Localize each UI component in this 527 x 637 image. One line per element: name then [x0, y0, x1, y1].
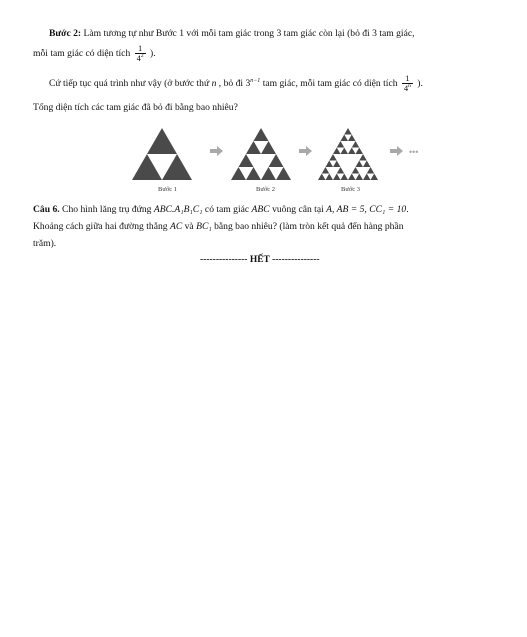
step2-line1: Bước 2: Làm tương tự như Bước 1 với mỗi tam giác trong 3 tam giác còn lại (bỏ đi 3 tam giác, — [49, 28, 415, 39]
continue-line2: Tổng diện tích các tam giác đã bỏ đi bằng bao nhiêu? — [33, 102, 238, 113]
fraction-1-over-4-squared: $\frac{1}{4^2}$ — [136, 43, 144, 64]
step1-triangle — [132, 128, 192, 180]
arrow-icon — [390, 146, 403, 156]
caption-step3: Bước 3 — [341, 186, 361, 193]
step2-line2: mỗi tam giác có diện tích $\frac{1}{4^2}$ ). — [33, 43, 156, 64]
step2-label: Bước 2: — [49, 28, 82, 39]
caption-step2: Bước 2 — [256, 186, 276, 193]
step3-triangle — [318, 128, 378, 180]
q6-line2: Khoảng cách giữa hai đường thẳng AC và BC₁ bằng bao nhiêu? (làm tròn kết quả đến hàng phần — [33, 221, 404, 232]
q6-line3: trăm). — [33, 238, 57, 249]
ellipsis-dots: ••• — [409, 147, 419, 157]
fraction-1-over-4-pow-n: $\frac{1}{4^n}$ — [403, 73, 411, 94]
caption-step1: Bước 1 — [158, 186, 178, 193]
q6-label: Câu 6. — [33, 204, 60, 215]
step2-triangle — [231, 128, 291, 180]
continue-line1: Cứ tiếp tục quá trình như vậy (ở bước thứ n , bỏ đi $3^{n-1}$ tam giác, mỗi tam giác có diện tích $\frac{1}{4^n}$ ). — [49, 73, 423, 94]
arrow-icon — [210, 146, 223, 156]
sierpinski-figure — [130, 124, 430, 186]
q6-line1: Câu 6. Cho hình lăng trụ đứng ABC.A₁B₁C₁ có tam giác ABC vuông cân tại A, AB = 5, CC₁ = 10. — [33, 204, 409, 215]
end-marker: --------------- HẾT --------------- — [200, 255, 320, 265]
arrow-icon — [299, 146, 312, 156]
